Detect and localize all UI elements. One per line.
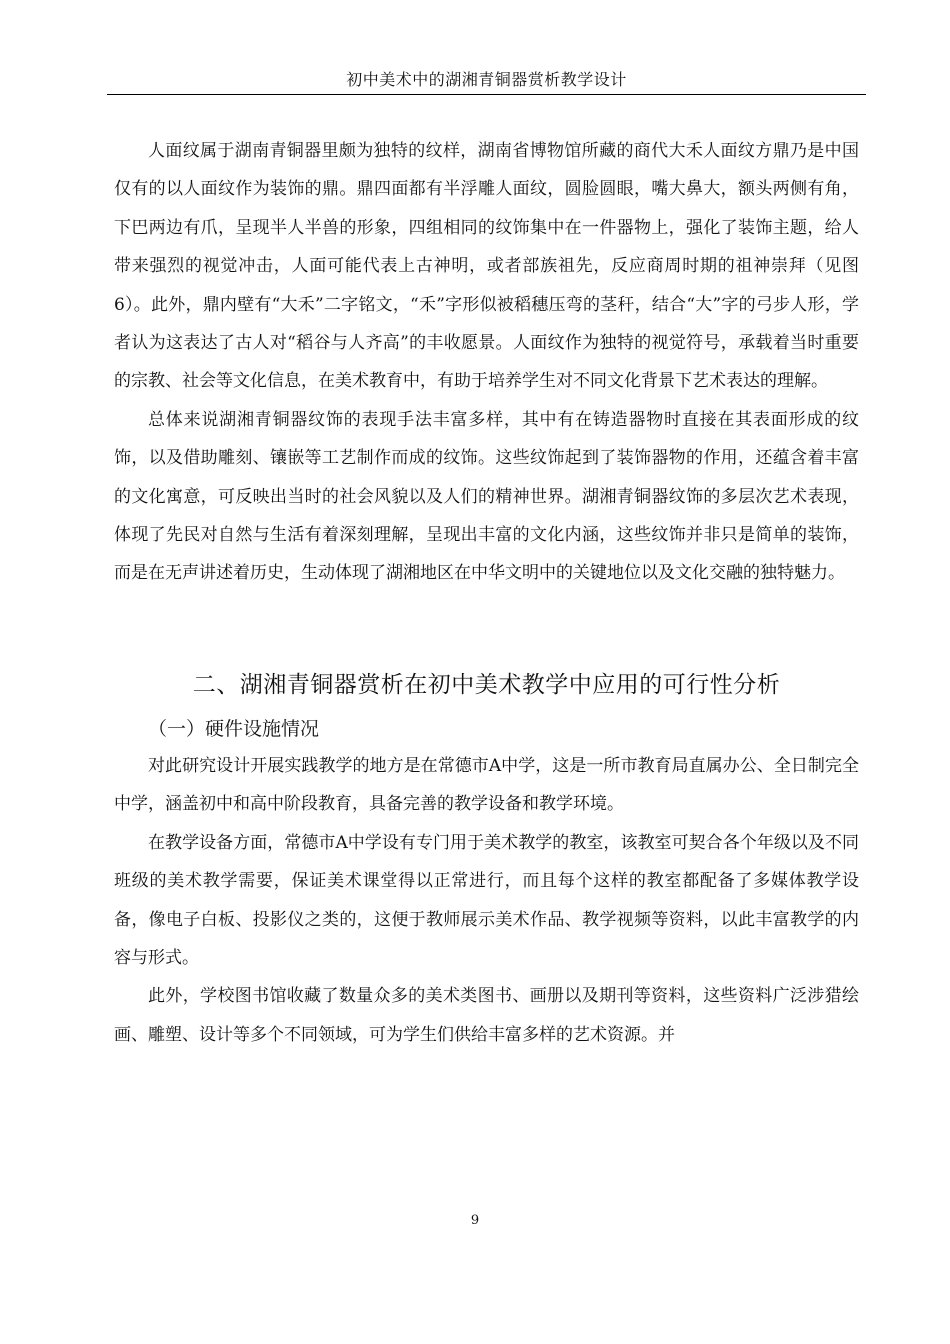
- page-number: 9: [470, 1213, 480, 1228]
- section-heading: 二、湖湘青铜器赏析在初中美术教学中应用的可行性分析: [192, 671, 781, 698]
- body-paragraph: 在教学设备方面，常德市A中学设有专门用于美术教学的教室，该教室可契合各个年级以及不同班级的美术教学需要，保证美术课堂得以正常进行，而且每个这样的教室都配备了多媒体教学设备，像电子白板、投影仪之类的，这便于教师展示美术作品、教学视频等资料，以此丰富教学的内容与形式。: [114, 832, 859, 968]
- page-body: [114, 132, 859, 1054]
- body-paragraph: 总体来说湖湘青铜器纹饰的表现手法丰富多样，其中有在铸造器物时直接在其表面形成的纹饰，以及借助雕刻、镶嵌等工艺制作而成的纹饰。这些纹饰起到了装饰器物的作用，还蕴含着丰富的文化寓意，可反映出当时的社会风貌以及人们的精神世界。湖湘青铜器纹饰的多层次艺术表现，体现了先民对自然与生活有着深刻理解，呈现出丰富的文化内涵，这些纹饰并非只是简单的装饰，而是在无声讲述着历史，生动体现了湖湘地区在中华文明中的关键地位以及文化交融的独特魅力。: [114, 409, 859, 584]
- running-header: 初中美术中的湖湘青铜器赏析教学设计: [107, 68, 866, 95]
- body-paragraph: 对此研究设计开展实践教学的地方是在常德市A中学，这是一所市教育局直属办公、全日制完全中学，涵盖初中和高中阶段教育，具备完善的教学设备和教学环境。: [114, 755, 859, 815]
- body-paragraph: 此外，学校图书馆收藏了数量众多的美术类图书、画册以及期刊等资料，这些资料广泛涉猎绘画、雕塑、设计等多个不同领域，可为学生们供给丰富多样的艺术资源。并: [114, 986, 859, 1045]
- subsection-heading: （一）硬件设施情况: [148, 717, 320, 740]
- section-spacer: [114, 593, 859, 665]
- body-paragraph: 人面纹属于湖南青铜器里颇为独特的纹样，湖南省博物馆所藏的商代大禾人面纹方鼎乃是中国仅有的以人面纹作为装饰的鼎。鼎四面都有半浮雕人面纹，圆脸圆眼，嘴大鼻大，额头两侧有角，下巴两边有爪，呈现半人半兽的形象，四组相同的纹饰集中在一件器物上，强化了装饰主题，给人带来强烈的视觉冲击，人面可能代表上古神明，或者部族祖先，反应商周时期的祖神崇拜（见图6）。此外，鼎内壁有“大禾”二字铭文，“禾”字形似被稻穗压弯的茎秆，结合“大”字的弓步人形，学者认为这表达了古人对“稻谷与人齐高”的丰收愿景。人面纹作为独特的视觉符号，承载着当时重要的宗教、社会等文化信息，在美术教育中，有助于培养学生对不同文化背景下艺术表达的理解。: [114, 141, 859, 392]
